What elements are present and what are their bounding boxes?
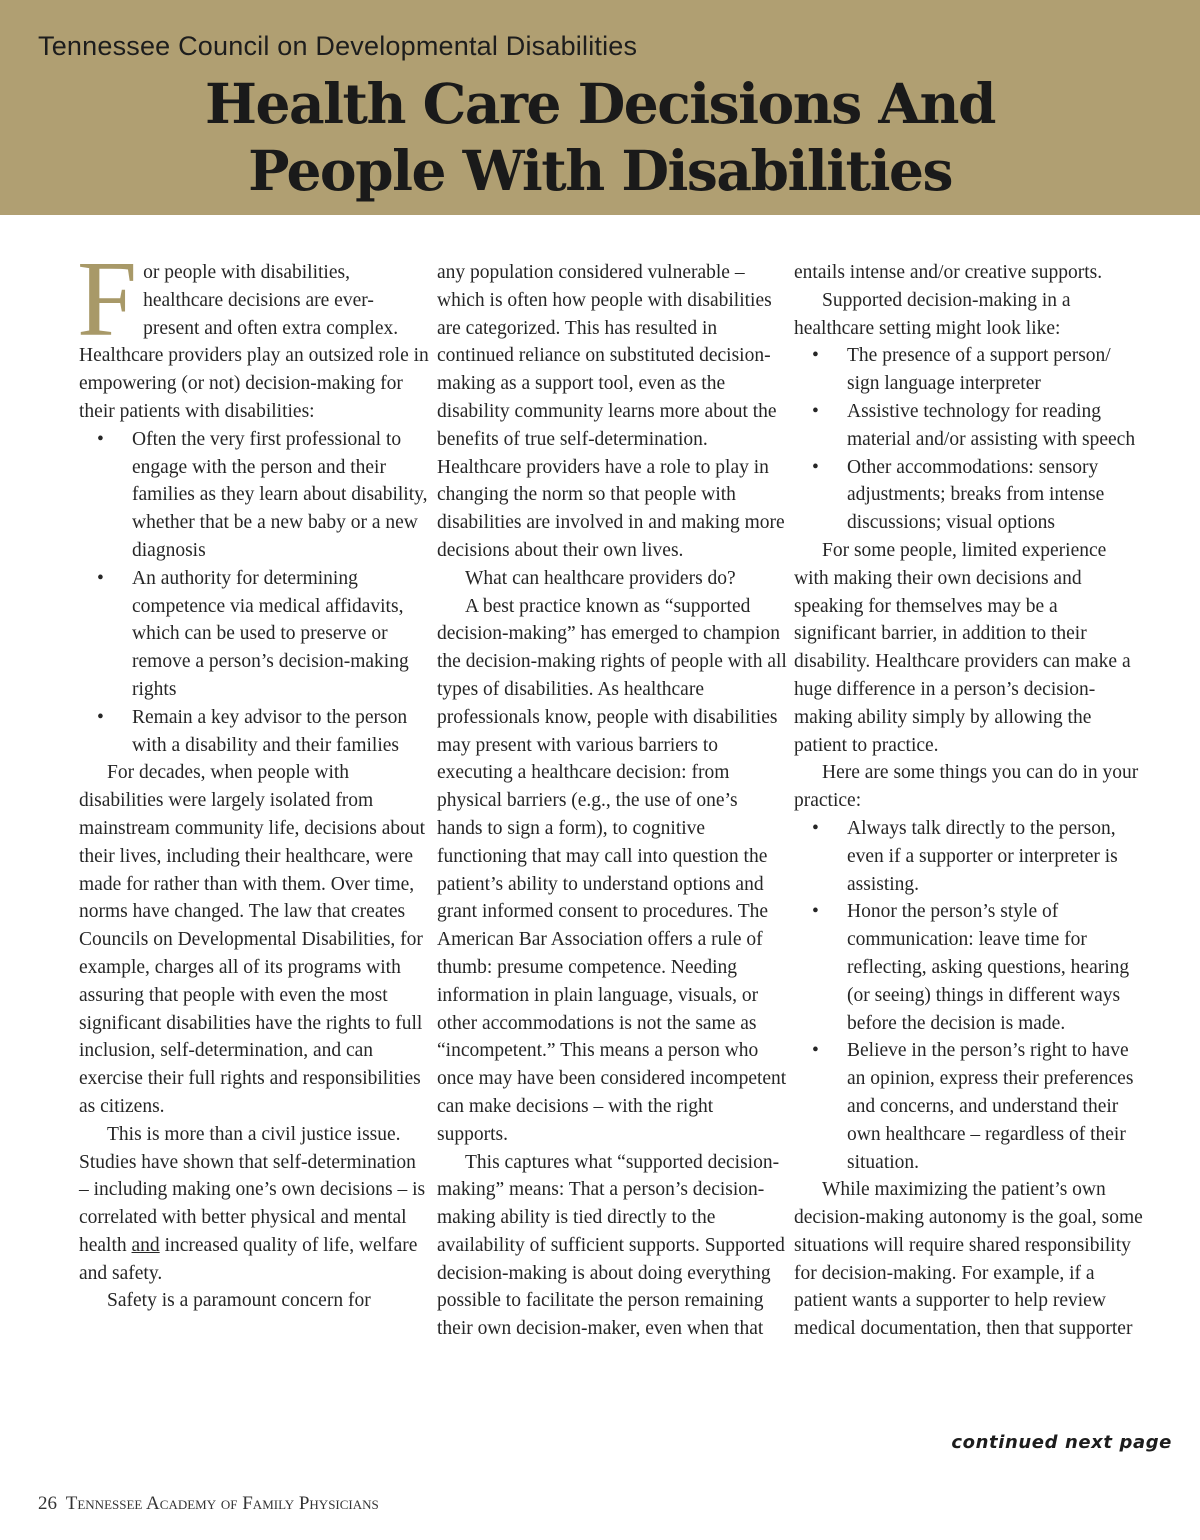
body-paragraph: For some people, limited experience with making their own decisions and speaking for themselves may be a significant barrier, in addition to their disability. Healthcare providers can make a huge difference in a person’s decision-making ability simply by allowing the patient to practice. xyxy=(794,539,1131,756)
drop-cap: F xyxy=(77,240,138,359)
subheading-question: What can healthcare providers do? xyxy=(465,567,736,589)
article-column-2 xyxy=(437,259,787,1343)
text-run: This is more than a civil justice issue. Studies have shown that self-determination – including making one’s own decisions – is correlated with better physical and mental health xyxy=(79,1123,426,1256)
list-item: • Honor the person’s style of communication: leave time for reflecting, asking questions, hearing (or seeing) things in different ways before the decision is made. xyxy=(847,898,1144,1037)
page-footer xyxy=(38,1493,379,1515)
publication-name: Tennessee Academy of Family Physicians xyxy=(65,1493,379,1514)
body-paragraph: A best practice known as “supported decision-making” has emerged to champion the decision-making rights of people with all types of disabilities. As healthcare professionals know, people with disabilities may present with various barriers to executing a healthcare decision: from physical barriers (e.g., the use of one’s hands to sign a form), to cognitive functioning that may call into question the patient’s ability to understand options and grant informed consent to procedures. The American Bar Association offers a rule of thumb: presume competence. Needing information in plain language, visuals, or other accommodations is not the same as “incompetent.” This means a person who once may have been considered incompetent can make decisions – with the right supports. xyxy=(437,595,787,1145)
organization-name: Tennessee Council on Developmental Disabilities xyxy=(38,31,638,61)
body-paragraph: This captures what “supported decision-making” means: That a person’s decision-making ability is tied directly to the availability of sufficient supports. Supported decision-making is about doing everything possible to facilitate the person remaining their own decision-maker, even when that xyxy=(437,1151,785,1340)
list-item: • Always talk directly to the person, even if a supporter or interpreter is assisting. xyxy=(847,815,1144,898)
list-item: • Assistive technology for reading material and/or assisting with speech xyxy=(847,398,1144,454)
article-column-1 xyxy=(77,240,429,1315)
intro-text: or people with disabilities, healthcare decisions are ever-present and often extra complex. Healthcare providers play an outsized role in empowering (or not) decision-making for their patients with disabilities: xyxy=(79,262,429,422)
body-paragraph: Supported decision-making in a healthcare setting might look like: xyxy=(794,289,1071,339)
provider-roles-list xyxy=(79,426,429,760)
list-item: • Remain a key advisor to the person with a disability and their families xyxy=(132,704,429,760)
header-banner xyxy=(0,0,1200,215)
body-paragraph: Here are some things you can do in your practice: xyxy=(794,762,1139,812)
continued-next-page: continued next page xyxy=(951,1432,1172,1453)
list-item: • Other accommodations: sensory adjustments; breaks from intense discussions; visual options xyxy=(847,454,1144,537)
list-item: • The presence of a support person/ sign language interpreter xyxy=(847,342,1144,398)
body-paragraph xyxy=(79,1121,429,1288)
page-title xyxy=(0,70,1200,204)
intro-paragraph xyxy=(77,240,429,426)
body-paragraph: any population considered vulnerable – which is often how people with disabilities are categorized. This has resulted in continued reliance on substituted decision-making as a support tool, even as the disability community learns more about the benefits of true self-determination. Healthcare providers have a role to play in changing the norm so that people with disabilities are involved in and making more decisions about their own lives. xyxy=(437,262,785,561)
body-paragraph: Safety is a paramount concern for xyxy=(107,1290,371,1312)
list-item: • Believe in the person’s right to have an opinion, express their preferences and concerns, and understand their own healthcare – regardless of their situation. xyxy=(847,1037,1144,1176)
practice-tips-list xyxy=(794,815,1144,1176)
list-item: • Often the very first professional to engage with the person and their families as they learn about disability, whether that be a new baby or a new diagnosis xyxy=(132,426,429,565)
title-line-2: People With Disabilities xyxy=(248,138,952,203)
list-item: • An authority for determining competence via medical affidavits, which can be used to preserve or remove a person’s decision-making rights xyxy=(132,565,429,704)
underlined-word: and xyxy=(131,1234,160,1256)
body-paragraph: For decades, when people with disabilities were largely isolated from mainstream community life, decisions about their lives, including their healthcare, were made for rather than with them. Over time, norms have changed. The law that creates Councils on Developmental Disabilities, for example, charges all of its programs with assuring that people with even the most significant disabilities have the rights to full inclusion, self-determination, and can exercise their full rights and responsibilities as citizens. xyxy=(79,762,426,1117)
supported-decision-list xyxy=(794,342,1144,537)
title-line-1: Health Care Decisions And xyxy=(205,71,995,136)
article-column-3 xyxy=(794,259,1144,1343)
page-number: 26 xyxy=(38,1493,57,1514)
body-paragraph: entails intense and/or creative supports. xyxy=(794,262,1103,283)
text-run: increased quality of life, welfare and safety. xyxy=(79,1234,418,1284)
body-paragraph: While maximizing the patient’s own decision-making autonomy is the goal, some situations will require shared responsibility for decision-making. For example, if a patient wants a supporter to help review medical documentation, then that supporter xyxy=(794,1179,1143,1340)
